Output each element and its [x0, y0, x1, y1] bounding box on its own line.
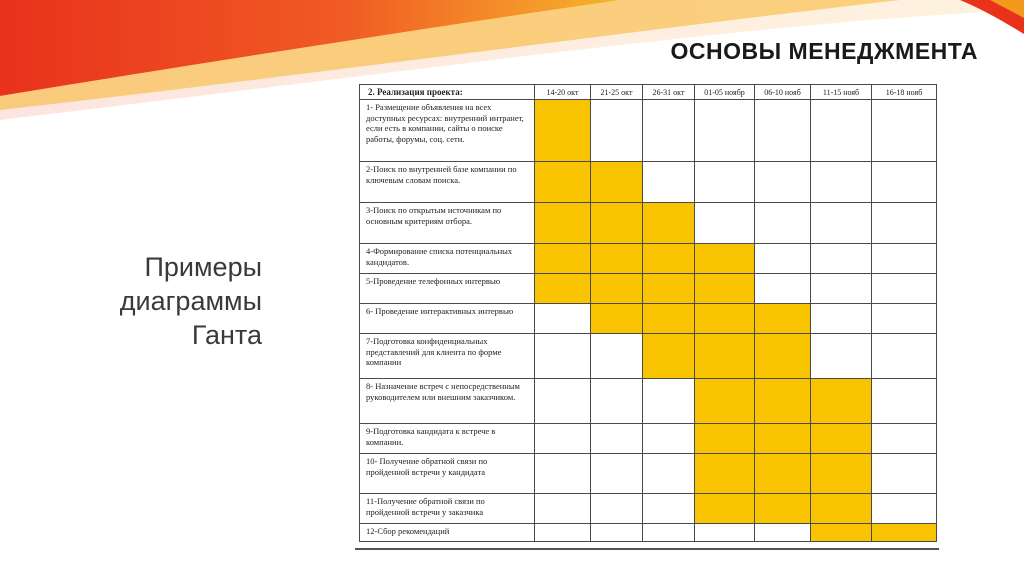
task-row [360, 244, 937, 274]
gantt-empty-cell [643, 424, 695, 454]
table-bottom-rule [355, 548, 939, 550]
gantt-empty-cell [811, 100, 872, 162]
gantt-empty-cell [755, 100, 811, 162]
gantt-empty-cell [811, 334, 872, 379]
period-header: 21-25 окт [591, 85, 643, 100]
period-header: 16-18 нояб [872, 85, 937, 100]
gantt-empty-cell [591, 424, 643, 454]
gantt-empty-cell [591, 494, 643, 524]
gantt-empty-cell [535, 424, 591, 454]
gantt-bar-cell [535, 162, 591, 203]
task-row [360, 424, 937, 454]
slide-title: ОСНОВЫ МЕНЕДЖМЕНТА [670, 38, 978, 64]
period-header: 11-15 нояб [811, 85, 872, 100]
gantt-bar-cell [811, 424, 872, 454]
gantt-empty-cell [872, 304, 937, 334]
gantt-empty-cell [535, 304, 591, 334]
gantt-bar-cell [811, 454, 872, 494]
task-label: 10- Получение обратной связи по пройденной встречи у кандидата [360, 454, 535, 494]
gantt-bar-cell [695, 304, 755, 334]
gantt-bar-cell [535, 244, 591, 274]
gantt-bar-cell [811, 494, 872, 524]
gantt-empty-cell [695, 100, 755, 162]
gantt-bar-cell [591, 274, 643, 304]
subtitle-line: Примеры [144, 252, 262, 282]
gantt-bar-cell [695, 379, 755, 424]
gantt-empty-cell [643, 494, 695, 524]
gantt-empty-cell [643, 524, 695, 542]
gantt-empty-cell [591, 454, 643, 494]
gantt-bar-cell [695, 334, 755, 379]
task-row [360, 203, 937, 244]
gantt-empty-cell [755, 274, 811, 304]
gantt-empty-cell [695, 162, 755, 203]
task-label: 7-Подготовка конфиденциальных представлений для клиента по форме компании [360, 334, 535, 379]
gantt-bar-cell [695, 454, 755, 494]
task-label: 1- Размещение объявления на всех доступных ресурсах: внутренний интранет, если есть в компании, сайты о поиске работы, форумы, соц. сети. [360, 100, 535, 162]
gantt-empty-cell [872, 100, 937, 162]
gantt-bar-cell [535, 274, 591, 304]
task-row [360, 100, 937, 162]
gantt-empty-cell [755, 244, 811, 274]
subtitle-line: Ганта [191, 320, 262, 350]
gantt-empty-cell [811, 244, 872, 274]
gantt-bar-cell [755, 304, 811, 334]
period-header: 06-10 нояб [755, 85, 811, 100]
task-label: 12-Сбор рекомендаций [360, 524, 535, 542]
task-label: 2-Поиск по внутренней базе компании по ключевым словам поиска. [360, 162, 535, 203]
gantt-bar-cell [643, 274, 695, 304]
gantt-empty-cell [591, 379, 643, 424]
gantt-bar-cell [695, 424, 755, 454]
gantt-empty-cell [695, 524, 755, 542]
gantt-bar-cell [643, 244, 695, 274]
task-row [360, 379, 937, 424]
gantt-header-row [360, 85, 937, 100]
gantt-empty-cell [535, 379, 591, 424]
task-row [360, 454, 937, 494]
gantt-bar-cell [811, 524, 872, 542]
gantt-empty-cell [591, 100, 643, 162]
gantt-empty-cell [811, 203, 872, 244]
task-row [360, 304, 937, 334]
gantt-bar-cell [755, 494, 811, 524]
gantt-bar-cell [695, 274, 755, 304]
gantt-chart-table [359, 84, 937, 542]
gantt-bar-cell [643, 203, 695, 244]
gantt-bar-cell [811, 379, 872, 424]
gantt-empty-cell [535, 334, 591, 379]
gantt-empty-cell [872, 424, 937, 454]
gantt-bar-cell [643, 334, 695, 379]
gantt-bar-cell [535, 100, 591, 162]
gantt-header-label: 2. Реализация проекта: [360, 85, 535, 100]
gantt-empty-cell [535, 454, 591, 494]
period-header: 26-31 окт [643, 85, 695, 100]
gantt-empty-cell [872, 244, 937, 274]
gantt-bar-cell [755, 334, 811, 379]
gantt-bar-cell [591, 162, 643, 203]
gantt-bar-cell [755, 424, 811, 454]
gantt-empty-cell [643, 162, 695, 203]
gantt-empty-cell [591, 334, 643, 379]
gantt-empty-cell [811, 274, 872, 304]
gantt-bar-cell [591, 244, 643, 274]
period-header: 01-05 ноябр [695, 85, 755, 100]
gantt-bar-cell [591, 203, 643, 244]
period-header: 14-20 окт [535, 85, 591, 100]
slide-subtitle [40, 250, 262, 352]
gantt-empty-cell [872, 494, 937, 524]
gantt-empty-cell [872, 203, 937, 244]
gantt-empty-cell [811, 162, 872, 203]
task-row [360, 274, 937, 304]
gantt-empty-cell [872, 379, 937, 424]
gantt-empty-cell [811, 304, 872, 334]
gantt-empty-cell [755, 162, 811, 203]
task-row [360, 524, 937, 542]
gantt-bar-cell [695, 494, 755, 524]
task-row [360, 494, 937, 524]
gantt-bar-cell [695, 244, 755, 274]
task-label: 11-Получение обратной связи по пройденной встречи у заказчика [360, 494, 535, 524]
gantt-bar-cell [755, 454, 811, 494]
gantt-empty-cell [643, 379, 695, 424]
subtitle-line: диаграммы [119, 286, 262, 316]
gantt-empty-cell [591, 524, 643, 542]
gantt-bar-cell [591, 304, 643, 334]
gantt-empty-cell [695, 203, 755, 244]
task-row [360, 334, 937, 379]
task-label: 6- Проведение интерактивных интервью [360, 304, 535, 334]
task-row [360, 162, 937, 203]
gantt-bar-cell [535, 203, 591, 244]
gantt-empty-cell [872, 162, 937, 203]
gantt-empty-cell [872, 454, 937, 494]
gantt-empty-cell [535, 524, 591, 542]
task-label: 3-Поиск по открытым источникам по основным критериям отбора. [360, 203, 535, 244]
task-label: 4-Формирование списка потенциальных кандидатов. [360, 244, 535, 274]
gantt-empty-cell [755, 203, 811, 244]
gantt-bar-cell [872, 524, 937, 542]
gantt-empty-cell [872, 274, 937, 304]
task-label: 5-Проведение телефонных интервью [360, 274, 535, 304]
gantt-empty-cell [755, 524, 811, 542]
gantt-empty-cell [535, 494, 591, 524]
gantt-empty-cell [643, 100, 695, 162]
task-label: 9-Подготовка кандидата к встрече в компании. [360, 424, 535, 454]
gantt-empty-cell [872, 334, 937, 379]
task-label: 8- Назначение встреч с непосредственным руководителем или внешним заказчиком. [360, 379, 535, 424]
gantt-bar-cell [643, 304, 695, 334]
gantt-empty-cell [643, 454, 695, 494]
gantt-bar-cell [755, 379, 811, 424]
